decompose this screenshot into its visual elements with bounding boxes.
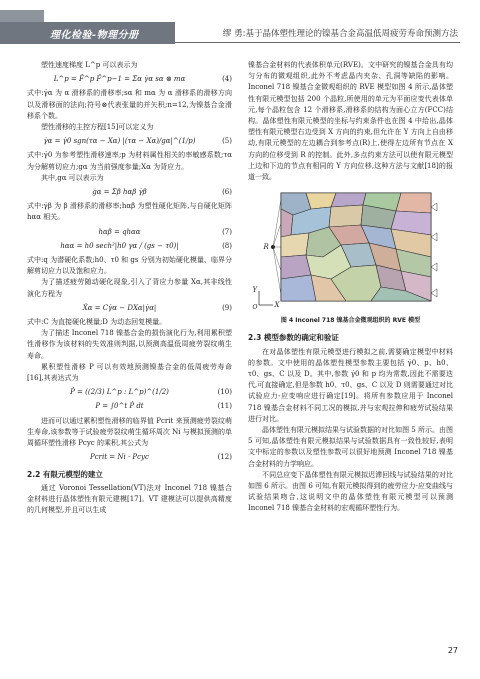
equation-6 (27, 187, 232, 198)
equation-body: L^p = F̂^p F̂^p−1 = Σα γ̇α sα ⊗ mα (53, 75, 186, 84)
equation-number: (4) (222, 75, 232, 84)
page-header (0, 0, 480, 46)
equation-body: Pcrit = Ni · Pcyc (90, 453, 149, 462)
paragraph: 镍基合金材料的代表体积单元(RVE)。文中研究的镍基合金具有均匀分布的微观组织,此外不考虑晶内夹杂、孔洞等缺陷的影响。Inconel 718 镍基合金微观组织的 RVE 模型如图 4 所示,晶体塑性有限元模型包括 200 个晶粒,所使用的单元为平面应变代表体单元,每个晶粒包含 12 个滑移系,滑移系的结构为面心立方(FCC)结构。晶体塑性有限元模型的坐标与约束条件也在图 4 中给出,晶体塑性有限元模型右边受到 X 方向的约束,但允许在 Y 方向上自由移动,有限元模型的左边耦合到参考点(R)上,使得左边所有节点在 X 方向的位移受到 R 的控制。此外,多点约束方法可以使有限元模型上边和下边的节点有相同的 Y 方向位移,这种方法与文献[18]的报道一致。 (248, 61, 453, 182)
section-heading: 2.2 有限元模型的建立 (27, 469, 103, 479)
equation-number: (7) (222, 227, 232, 236)
paragraph: 其中,gα 可以表示为 (41, 173, 104, 182)
equation-body: P = ∫0^t Ṗ dt (95, 402, 144, 411)
equation-7 (27, 227, 232, 238)
right-column (248, 60, 453, 515)
paragraph: 累积塑性滑移 P 可以有效地预测镍基合金的低周疲劳寿命[16],其表达式为 (27, 362, 232, 383)
paragraph: 晶体塑性有限元模拟结果与试验数据的对比如图 5 所示。由图 5 可知,晶体塑性有限元模拟结果与试验数据具有一致性较好,表明文中标定的参数以及塑性参数可以很好地预测 Inconel 718 镍基合金材料的力学响应。 (248, 426, 453, 468)
paragraph: 塑性滑移的主控方程[15]可以定义为 (41, 123, 154, 132)
paragraph: 式中:γ̇0 为参考塑性滑移速率;p 为材料属性相关的率敏感系数;τα 为分解剪切应力;gα 为当前强度参量;Xα 为背应力。 (27, 151, 232, 171)
equation-number: (8) (222, 241, 232, 250)
rve-model-figure (251, 187, 451, 311)
rve-mesh-image (251, 187, 451, 311)
equation-number: (12) (217, 453, 232, 462)
equation-number: (11) (217, 402, 232, 411)
equation-number: (5) (222, 137, 232, 146)
equation-body: γ̇α = γ̇0 sgn(τα − Xα) |(τα − Xα)/gα|^(1/p) (43, 137, 196, 146)
equation-body: ġα = Σβ hαβ γ̇β (92, 188, 147, 197)
paragraph: 为了描述 Inconel 718 镍基合金的损伤演化行为,利用累积塑性滑移作为该材料的失效准则判据,以预测高温低周疲劳裂纹萌生寿命。 (27, 329, 232, 360)
paragraph: 为了描述疲劳随动硬化现象,引入了背应力参量 Xα,其非线性演化方程为 (27, 278, 232, 298)
figure-axis-x-label: X (274, 301, 280, 310)
paragraph: 在对晶体塑性有限元模型进行模拟之前,需要确定模型中材料的参数。文中使用的晶体塑性模型参数主要包括 γ̇0、p、h0、τ0、gs、C 以及 D。其中,参数 γ̇0 和 p 均为常数,因此不需要迭代,可直接确定,但是参数 h0、τ0、gs、C 以及 D 则需要通过对比试验应力-应变响应进行确定[19]。将所有参数应用于 Inconel 718 镍基合金材料不同工况的模拟,并与宏观拉伸和疲劳试验结果进行对比。 (248, 347, 453, 423)
figure-label-r: R (263, 243, 269, 252)
section-heading: 2.3 模型参数的确定和验证 (248, 333, 339, 343)
paragraph: 式中:γ̇α 为 α 滑移系的滑移率;sα 和 mα 为 α 滑移系的滑移方向以及滑移面的法向;符号⊗代表张量的并矢积;n=12,为镍基合金滑移系个数。 (27, 89, 232, 120)
running-head: 缪 勇:基于晶体塑性理论的镍基合金高温低周疲劳寿命预测方法 (222, 29, 458, 39)
equation-11 (27, 401, 232, 412)
paragraph: 式中:γ̇β 为 β 滑移系的滑移率;hαβ 为塑性硬化矩阵,与自硬化矩阵 hαα 相关。 (27, 202, 232, 222)
paragraph: 不同总应变下晶体塑性有限元模拟迟滞回线与试验结果的对比如图 6 所示。由图 6 可知,有限元模拟得到的疲劳应力-应变曲线与试验结果吻合,这说明文中的晶体塑性有限元模型可以预测 Inconel 718 镍基合金材料的宏观循环塑性行为。 (248, 470, 453, 513)
equation-body: hαα = h0 sech²|h0 γα / (gs − τ0)| (60, 241, 179, 250)
equation-8 (27, 241, 232, 252)
header-rule (175, 42, 460, 43)
equation-4 (27, 74, 232, 85)
equation-body: Ẋα = Cγ̇α − DXα|γ̇α| (82, 303, 157, 312)
equation-12 (27, 452, 232, 463)
equation-9 (27, 303, 232, 314)
figure-caption: 图 4 Inconel 718 镍基合金微观组织的 RVE 模型 (280, 317, 421, 325)
journal-logo-text: 理化检验-物理分册 (50, 30, 139, 41)
equation-10 (27, 387, 232, 398)
left-column (27, 60, 232, 516)
equation-number: (6) (222, 188, 232, 197)
paragraph: 塑性速度梯度 L^p 可以表示为 (41, 61, 138, 69)
equation-number: (10) (217, 388, 232, 397)
page-number: 27 (447, 646, 458, 655)
equation-body: Ṗ = ((2/3) L^p : L^p)^(1/2) (70, 388, 169, 397)
paragraph: 式中:C 为直接硬化模量;D 为动态回复模量。 (27, 318, 167, 327)
paragraph: 式中:q 为潜硬化系数;h0、τ0 和 gs 分别为初始硬化模量、临界分解剪切应力以及饱和应力。 (27, 256, 232, 276)
equation-body: hαβ = qhαα (98, 227, 141, 236)
equation-5 (27, 136, 232, 147)
figure-origin-label: O (252, 304, 258, 312)
paragraph: 通过 Voronoi Tessellation(VT)法对 Inconel 718 镍基合金材料进行晶体塑性有限元建模[17]。VT 建模法可以提供高精度的几何模型,并且可以生成 (27, 483, 232, 515)
figure-axis-y-label: Y (252, 286, 258, 295)
equation-number: (9) (222, 303, 232, 312)
paragraph: 进而可以通过累积塑性滑移的临界值 Pcrit 来预测疲劳裂纹萌生寿命,该参数等于试验疲劳裂纹萌生循环周次 Ni 与模拟预测的单周循环塑性滑移 Pcyc 的乘积,其公式为 (27, 416, 232, 448)
